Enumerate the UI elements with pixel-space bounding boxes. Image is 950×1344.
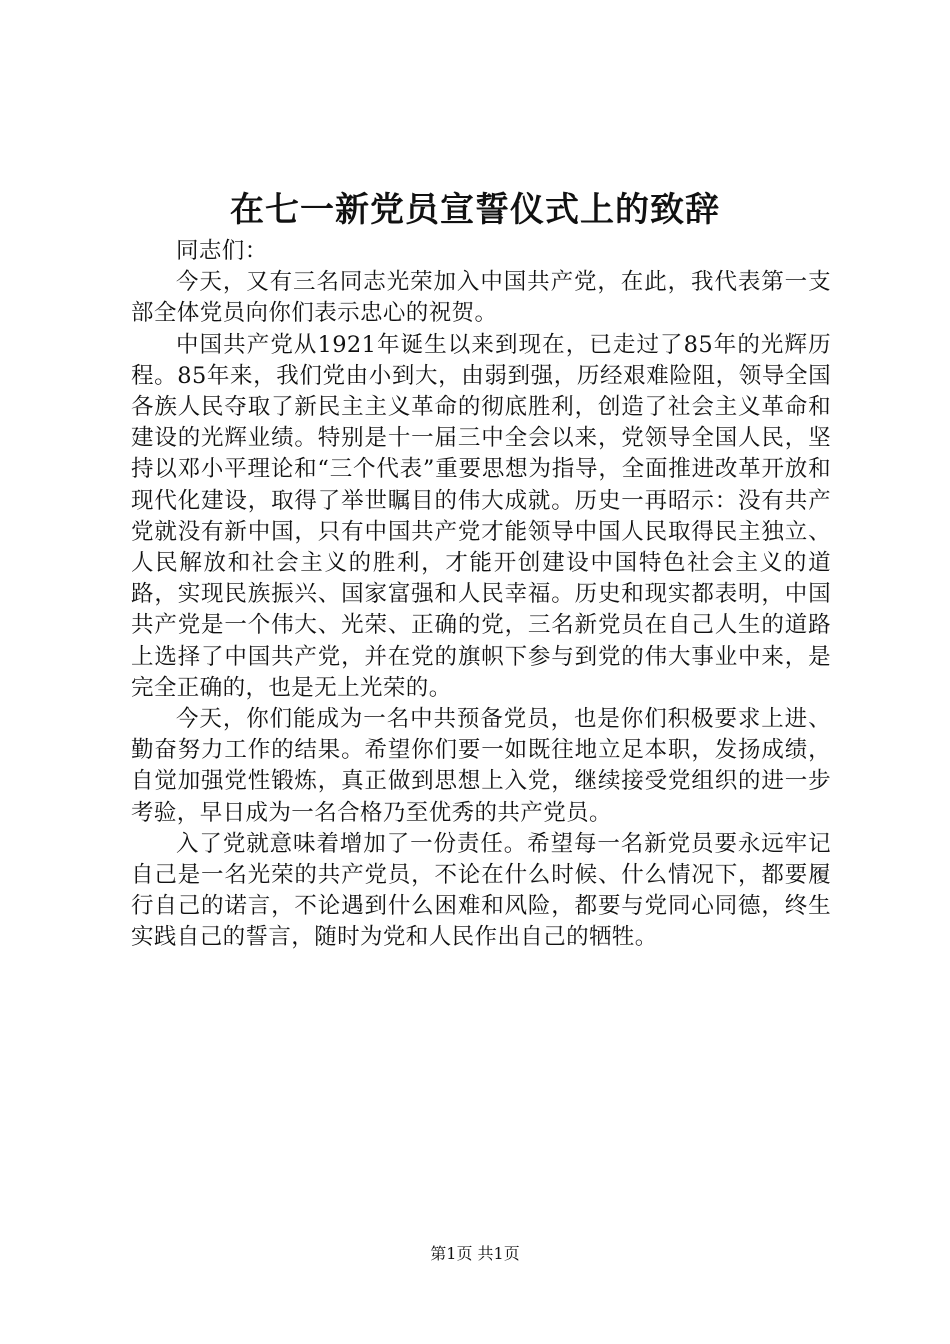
- body-paragraph: 今天，你们能成为一名中共预备党员，也是你们积极要求上进、勤奋努力工作的结果。希望你们要一如既往地立足本职，发扬成绩，自觉加强党性锻炼，真正做到思想上入党，继续接受党组织的进一步考验，早日成为一名合格乃至优秀的共产党员。: [131, 706, 831, 826]
- body-paragraph: 今天，又有三名同志光荣加入中国共产党，在此，我代表第一支部全体党员向你们表示忠心的祝贺。: [131, 269, 831, 327]
- body-paragraph: 入了党就意味着增加了一份责任。希望每一名新党员要永远牢记自己是一名光荣的共产党员，不论在什么时候、什么情况下，都要履行自己的诺言，不论遇到什么困难和风险，都要与党同心同德，终生实践自己的誓言，随时为党和人民作出自己的牺牲。: [131, 830, 831, 951]
- salutation-paragraph: 同志们：: [176, 238, 268, 264]
- document-title: 在七一新党员宣誓仪式上的致辞: [230, 190, 720, 230]
- page-number-footer: 第1页 共1页: [430, 1244, 520, 1263]
- document-body: [131, 236, 831, 954]
- body-paragraph: 中国共产党从1921年诞生以来到现在，已走过了85年的光辉历程。85年来，我们党由小到大，由弱到强，历经艰难险阻，领导全国各族人民夺取了新民主主义革命的彻底胜利，创造了社会主义革命和建设的光辉业绩。特别是十一届三中全会以来，党领导全国人民，坚持以邓小平理论和“三个代表”重要思想为指导，全面推进改革开放和现代化建设，取得了举世瞩目的伟大成就。历史一再昭示：没有共产党就没有新中国，只有中国共产党才能领导中国人民取得民主独立、人民解放和社会主义的胜利，才能开创建设中国特色社会主义的道路，实现民族振兴、国家富强和人民幸福。历史和现实都表明，中国共产党是一个伟大、光荣、正确的党，三名新党员在自己人生的道路上选择了中国共产党，并在党的旗帜下参与到党的伟大事业中来，是完全正确的，也是无上光荣的。: [131, 331, 831, 701]
